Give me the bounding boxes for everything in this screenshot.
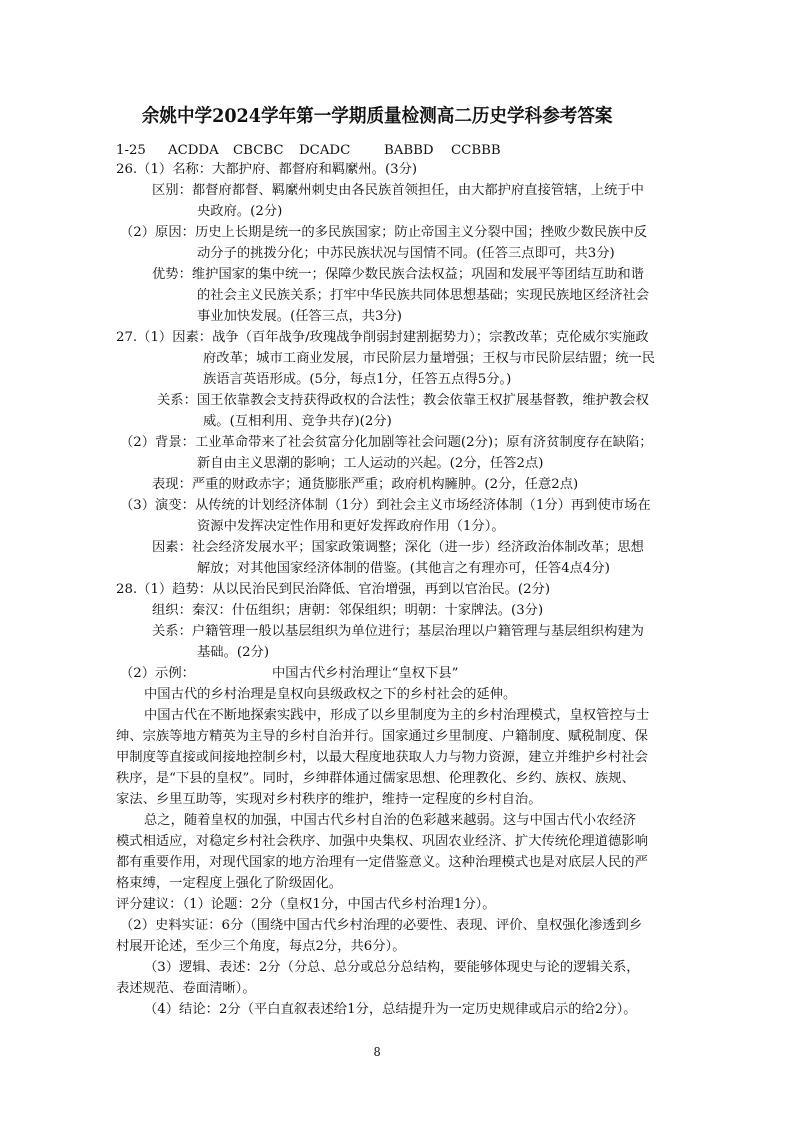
- text-line: （2）示例：: [120, 666, 195, 681]
- text-line: 央政府。(2分): [197, 204, 283, 219]
- text-line: 表述规范、卷面清晰）。: [116, 981, 256, 996]
- text-line: 28.（1）趋势：从以民治民到民治降低、官治增强，再到以官治民。(2分): [116, 582, 551, 597]
- text-line: 事业加快发展。(任答三点，共3分): [197, 309, 402, 324]
- text-line: 基础。(2分): [197, 645, 270, 660]
- text-line: 动分子的挑拨分化；中苏民族状况与国情不同。(任答三点即可，共3分): [197, 246, 615, 261]
- answer-group: CBCBC: [233, 143, 284, 158]
- text-line: 都有重要作用，对现代国家的地方治理有一定借鉴意义。这种治理模式也是对底层人民的严: [116, 855, 648, 870]
- text-line: 资源中发挥决定性作用和更好发挥政府作用（1分）。: [197, 519, 505, 534]
- text-line: 中国古代在不断地探索实践中，形成了以乡里制度为主的乡村治理模式，皇权管控与士: [144, 708, 650, 723]
- text-line: （2）背景：工业革命带来了社会贫富分化加剧等社会问题(2分)；原有济贫制度存在缺陷；: [120, 435, 653, 450]
- text-line: 家法、乡里互助等，实现对乡村秩序的维护，维持一定程度的乡村自治。: [116, 792, 542, 807]
- text-line: 关系：户籍管理一般以基层组织为单位进行；基层治理以户籍管理与基层组织构建为: [152, 624, 644, 639]
- text-line: 族语言英语形成。(5分，每点1分，任答五点得5分。): [203, 372, 512, 387]
- answer-group: BABBD: [384, 143, 434, 158]
- text-line: （3）逻辑、表述：2分（分总、总分或总分总结构，要能够体现史与论的逻辑关系，: [144, 960, 640, 975]
- text-line: 组织：秦汉：什伍组织；唐朝：邻保组织；明朝：十家牌法。(3分): [152, 603, 544, 618]
- text-line: （2）史料实证：6分（围绕中国古代乡村治理的必要性、表现、评价、皇权强化渗透到乡: [120, 918, 643, 933]
- page-title: 余姚中学2024学年第一学期质量检测高二历史学科参考答案: [141, 106, 613, 127]
- text-line: 绅、宗族等地方精英为主导的乡村自治并行。国家通过乡里制度、户籍制度、赋税制度、保: [116, 729, 648, 744]
- answer-group: DCADC: [299, 143, 351, 158]
- text-line: 中国古代的乡村治理是皇权向县级政权之下的乡村社会的延伸。: [144, 687, 517, 702]
- choice-answers-row: [116, 141, 501, 161]
- text-line: 总之，随着皇权的加强，中国古代乡村自治的色彩越来越弱。这与中国古代小农经济: [144, 813, 636, 828]
- text-line: 因素：社会经济发展水平；国家政策调整；深化（进一步）经济政治体制改革；思想: [152, 540, 644, 555]
- text-line: 优势：维护国家的集中统一；保障少数民族合法权益；巩固和发展平等团结互助和谐: [152, 267, 644, 282]
- text-line: （4）结论：2分（平白直叙表述给1分，总结提升为一定历史规律或启示的给2分）。: [144, 1002, 637, 1017]
- text-line: 的社会主义民族关系；打牢中华民族共同体思想基础；实现民族地区经济社会: [197, 288, 650, 303]
- text-line: 区别：都督府都督、羁縻州刺史由各民族首领担任，由大都护府直接管辖，上统于中: [152, 183, 644, 198]
- page-number: 8: [373, 1045, 381, 1059]
- text-line: 新自由主义思潮的影响；工人运动的兴起。(2分，任答2点): [197, 456, 544, 471]
- text-line: 模式相适应，对稳定乡村社会秩序、加强中央集权、巩固农业经济、扩大传统伦理道德影响: [116, 834, 648, 849]
- text-line: 威。(互相利用、竞争共存)(2分): [203, 414, 392, 429]
- text-line: （2）原因：历史上长期是统一的多民族国家；防止帝国主义分裂中国；挫败少数民族中反: [120, 225, 648, 240]
- text-line: 秩序，是“下县的皇权”。同时，乡绅群体通过儒家思想、伦理教化、乡约、族权、族规、: [116, 771, 635, 786]
- text-line: 26.（1）名称：大都护府、都督府和羁縻州。(3分): [116, 162, 418, 177]
- essay-title: 中国古代乡村治理让“皇权下县”: [272, 666, 459, 681]
- answer-range: 1-25: [116, 143, 146, 158]
- text-line: 格束缚，一定程度上强化了阶级固化。: [116, 876, 343, 891]
- text-line: 村展开论述，至少三个角度，每点2分，共6分）。: [116, 939, 406, 954]
- text-line: 府改革；城市工商业发展，市民阶层力量增强；王权与市民阶层结盟；统一民: [203, 351, 656, 366]
- answer-group: CCBBB: [451, 143, 501, 158]
- text-line: （3）演变：从传统的计划经济体制（1分）到社会主义市场经济体制（1分）再到使市场在: [120, 498, 651, 513]
- text-line: 表现：严重的财政赤字；通货膨胀严重；政府机构臃肿。(2分，任意2点): [152, 477, 579, 492]
- text-line: 解放；对其他国家经济体制的借鉴。(其他言之有理亦可，任答4点4分): [197, 561, 610, 576]
- answer-group: ACDDA: [168, 143, 219, 158]
- text-line: 评分建议：（1）论题：2分（皇权1分，中国古代乡村治理1分）。: [116, 897, 496, 912]
- text-line: 关系：国王依靠教会支持获得政权的合法性；教会依靠王权扩展基督教，维护教会权: [157, 393, 649, 408]
- text-line: 甲制度等直接或间接地控制乡村，以最大程度地获取人力与物力资源，建立并维护乡村社会: [116, 750, 648, 765]
- text-line: 27.（1）因素：战争（百年战争/玫瑰战争削弱封建割据势力）；宗教改革；克伦威尔实施政: [116, 330, 649, 345]
